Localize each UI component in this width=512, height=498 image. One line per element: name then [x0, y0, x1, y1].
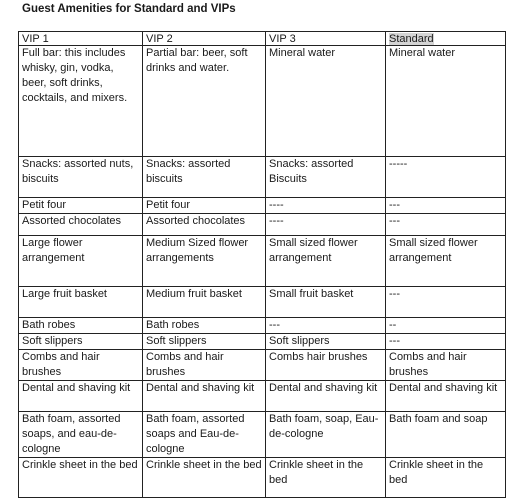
- cell-text: ---: [389, 215, 400, 227]
- cell-text: Snacks: assorted Biscuits: [269, 158, 354, 185]
- header-label: VIP 1: [22, 33, 49, 45]
- cell-text: Soft slippers: [269, 335, 330, 347]
- cell-text: Dental and shaving kit: [389, 382, 498, 394]
- cell-text: Combs and hair brushes: [22, 351, 100, 378]
- table-cell: [19, 350, 143, 381]
- cell-text: ---: [389, 199, 400, 211]
- table-cell: [143, 318, 266, 334]
- header-cell-vip1: [19, 32, 143, 46]
- table-cell: [143, 198, 266, 214]
- cell-text: Medium Sized flower arrangements: [146, 237, 249, 264]
- table-cell: [266, 350, 386, 381]
- table-row: [19, 412, 506, 458]
- table-cell: [19, 412, 143, 458]
- table-cell: [143, 412, 266, 458]
- cell-text: Combs and hair brushes: [146, 351, 224, 378]
- header-row: [19, 32, 506, 46]
- cell-text: Bath robes: [22, 319, 76, 331]
- table-cell: [386, 198, 506, 214]
- table-cell: [386, 287, 506, 318]
- table-cell: [386, 381, 506, 412]
- cell-text: Dental and shaving kit: [22, 382, 131, 394]
- cell-text: Assorted chocolates: [146, 215, 246, 227]
- table-row: [19, 334, 506, 350]
- table-cell: [143, 350, 266, 381]
- table-row: [19, 157, 506, 198]
- table-cell: [19, 458, 143, 498]
- table-row: [19, 287, 506, 318]
- cell-text: Assorted chocolates: [22, 215, 122, 227]
- cell-text: Mineral water: [389, 47, 456, 59]
- cell-text: Bath foam, assorted soaps, and eau-de-cologne: [22, 413, 121, 455]
- cell-text: Combs hair brushes: [269, 351, 368, 363]
- table-cell: [386, 157, 506, 198]
- table-cell: [266, 318, 386, 334]
- table-cell: [266, 381, 386, 412]
- table-header: [19, 32, 506, 46]
- cell-text: ---: [269, 319, 280, 331]
- table-row: [19, 458, 506, 498]
- table-cell: [386, 236, 506, 287]
- cell-text: Crinkle sheet in the bed: [146, 459, 262, 471]
- table-row: [19, 381, 506, 412]
- cell-text: Bath robes: [146, 319, 200, 331]
- cell-text: Medium fruit basket: [146, 288, 242, 300]
- table-cell: [386, 214, 506, 236]
- table-cell: [266, 46, 386, 157]
- cell-text: ----: [269, 199, 284, 211]
- table-body: [19, 46, 506, 498]
- table-cell: [266, 157, 386, 198]
- document-title: Guest Amenities for Standard and VIPs: [22, 3, 236, 15]
- cell-text: Full bar: this includes whisky, gin, vodka, beer, soft drinks, cocktails, and mixers.: [22, 47, 128, 104]
- table-cell: [386, 46, 506, 157]
- table-cell: [266, 458, 386, 498]
- header-label: VIP 3: [269, 33, 296, 45]
- table-cell: [386, 350, 506, 381]
- table-row: [19, 198, 506, 214]
- table-cell: [19, 46, 143, 157]
- table-cell: [266, 214, 386, 236]
- table-cell: [19, 318, 143, 334]
- table-cell: [19, 236, 143, 287]
- table-row: [19, 318, 506, 334]
- header-label: VIP 2: [146, 33, 173, 45]
- cell-text: Crinkle sheet in the bed: [22, 459, 138, 471]
- cell-text: Crinkle sheet in the bed: [389, 459, 484, 486]
- cell-text: Small sized flower arrangement: [269, 237, 358, 264]
- table-cell: [266, 412, 386, 458]
- header-label-highlighted: Standard: [389, 33, 434, 45]
- table-row: [19, 214, 506, 236]
- cell-text: Soft slippers: [146, 335, 207, 347]
- header-cell-vip2: [143, 32, 266, 46]
- header-cell-standard: [386, 32, 506, 46]
- table-cell: [19, 214, 143, 236]
- cell-text: Mineral water: [269, 47, 336, 59]
- table-cell: [19, 287, 143, 318]
- cell-text: ---: [389, 288, 400, 300]
- cell-text: Partial bar: beer, soft drinks and water.: [146, 47, 248, 74]
- cell-text: Snacks: assorted nuts, biscuits: [22, 158, 134, 185]
- table-cell: [266, 236, 386, 287]
- table-cell: [19, 381, 143, 412]
- table-cell: [386, 334, 506, 350]
- cell-text: Petit four: [22, 199, 67, 211]
- table-cell: [386, 412, 506, 458]
- table-row: [19, 350, 506, 381]
- table-cell: [143, 236, 266, 287]
- table-cell: [19, 157, 143, 198]
- cell-text: Dental and shaving kit: [146, 382, 255, 394]
- table-cell: [19, 198, 143, 214]
- table-cell: [386, 458, 506, 498]
- table-cell: [143, 458, 266, 498]
- cell-text: --: [389, 319, 397, 331]
- cell-text: Small fruit basket: [269, 288, 354, 300]
- cell-text: Snacks: assorted biscuits: [146, 158, 231, 185]
- amenities-table: [18, 31, 506, 498]
- table-cell: [266, 287, 386, 318]
- cell-text: Soft slippers: [22, 335, 83, 347]
- cell-text: Small sized flower arrangement: [389, 237, 478, 264]
- table-cell: [143, 157, 266, 198]
- table-cell: [19, 334, 143, 350]
- cell-text: -----: [389, 158, 408, 170]
- cell-text: Crinkle sheet in the bed: [269, 459, 364, 486]
- table-cell: [143, 46, 266, 157]
- cell-text: Petit four: [146, 199, 191, 211]
- table-cell: [386, 318, 506, 334]
- cell-text: Bath foam and soap: [389, 413, 488, 425]
- cell-text: Large flower arrangement: [22, 237, 85, 264]
- cell-text: Dental and shaving kit: [269, 382, 378, 394]
- table-cell: [143, 214, 266, 236]
- cell-text: Large fruit basket: [22, 288, 107, 300]
- table-row: [19, 46, 506, 157]
- cell-text: Combs and hair brushes: [389, 351, 467, 378]
- table-cell: [143, 334, 266, 350]
- table-cell: [143, 381, 266, 412]
- table-cell: [266, 334, 386, 350]
- table-row: [19, 236, 506, 287]
- table-cell: [143, 287, 266, 318]
- cell-text: ---: [389, 335, 400, 347]
- table-cell: [266, 198, 386, 214]
- header-cell-vip3: [266, 32, 386, 46]
- cell-text: Bath foam, soap, Eau-de-cologne: [269, 413, 379, 440]
- cell-text: Bath foam, assorted soaps and Eau-de-cologne: [146, 413, 245, 455]
- cell-text: ----: [269, 215, 284, 227]
